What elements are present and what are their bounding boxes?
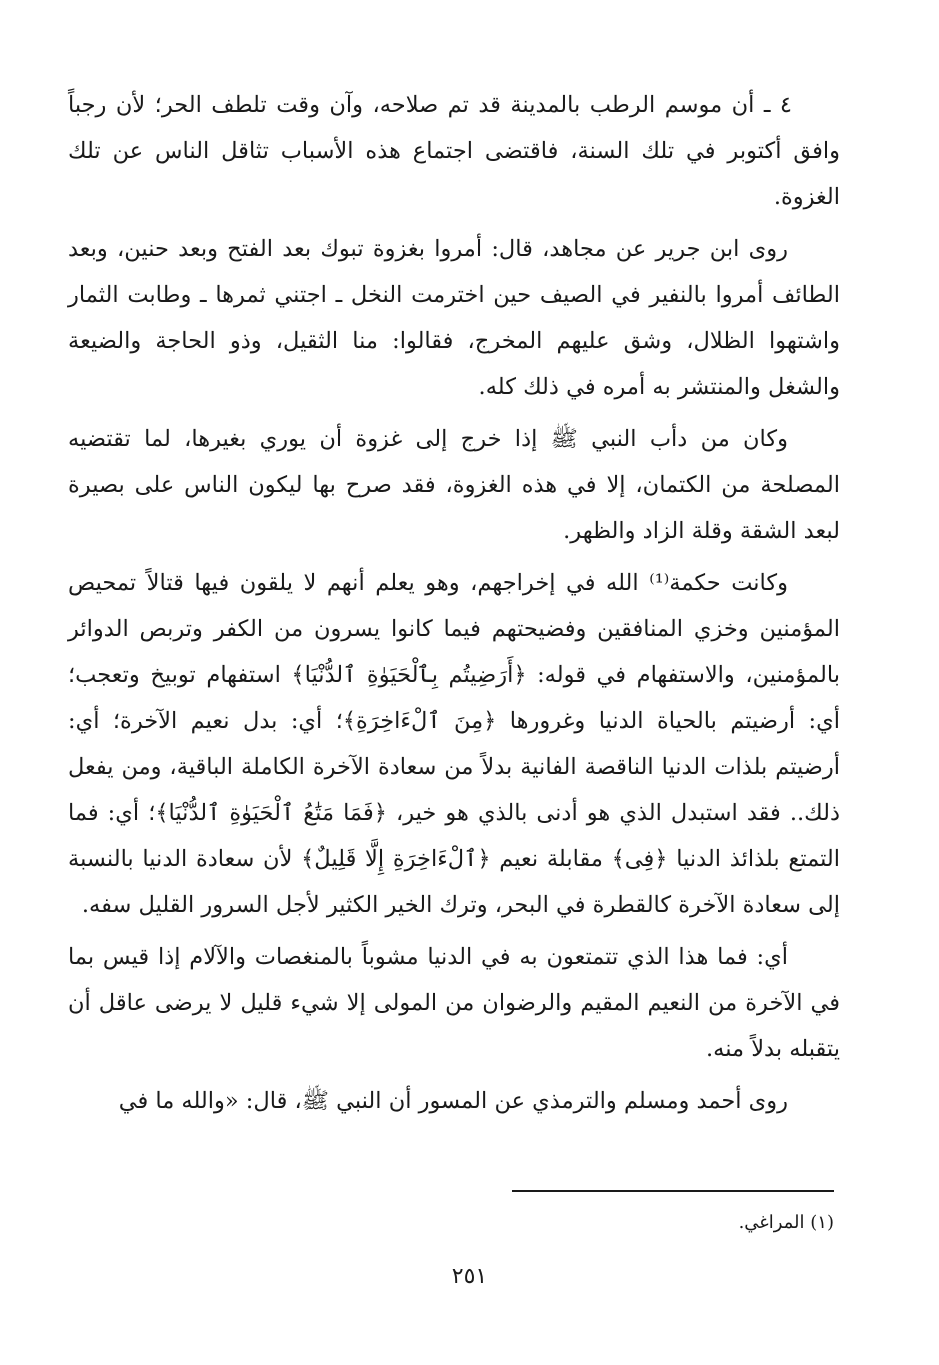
page-body [68,82,840,1114]
paragraph-6: روى أحمد ومسلم والترمذي عن المسور أن النبي ﷺ، قال: «والله ما في [118,1088,788,1114]
footnote-divider [512,1190,834,1192]
paragraph-4: وكانت حكمة⁽¹⁾ الله في إخراجهم، وهو يعلم أنهم لا يلقون فيها قتالاً تمحيص المؤمنين وخزي المنافقين وفضيحتهم فيما كانوا يسرون من الكفر وتربص الدوائر بالمؤمنين، والاستفهام في قوله: ﴿أَرَضِيتُم بِٱلْحَيَوٰةِ ٱلدُّنْيَا﴾ استفهام توبيخ وتعجب؛ أي: أرضيتم بالحياة الدنيا وغرورها ﴿مِنَ ٱلْءَاخِرَةِ﴾؛ أي: بدل نعيم الآخرة؛ أي: أرضيتم بلذات الدنيا الناقصة الفانية بدلاً من سعادة الآخرة الكاملة الباقية، ومن يفعل ذلك.. فقد استبدل الذي هو أدنى بالذي هو خير، ﴿فَمَا مَتَٰعُ ٱلْحَيَوٰةِ ٱلدُّنْيَا﴾؛ أي: فما التمتع بلذائذ الدنيا ﴿فِى﴾ مقابلة نعيم ﴿ٱلْءَاخِرَةِ إِلَّا قَلِيلٌ﴾ لأن سعادة الدنيا بالنسبة إلى سعادة الآخرة كالقطرة في البحر، وترك الخير الكثير لأجل السرور القليل سفه. [68,570,840,918]
paragraph-3: وكان من دأب النبي ﷺ إذا خرج إلى غزوة أن يوري بغيرها، لما تقتضيه المصلحة من الكتمان، إلا في هذه الغزوة، فقد صرح بها ليكون الناس على بصيرة لبعد الشقة وقلة الزاد والظهر. [68,426,840,544]
paragraph-2: روى ابن جرير عن مجاهد، قال: أمروا بغزوة تبوك بعد الفتح وبعد حنين، وبعد الطائف أمروا بالنفير في الصيف حين اخترمت النخل ـ اجتني ثمرها ـ وطابت الثمار واشتهوا الظلال، وشق عليهم المخرج، فقالوا: منا الثقيل، وذو الحاجة والضيعة والشغل والمنتشر به أمره في ذلك كله. [68,236,840,400]
paragraph-1: ٤ ـ أن موسم الرطب بالمدينة قد تم صلاحه، وآن وقت تلطف الحر؛ لأن رجباً وافق أكتوبر في تلك السنة، فاقتضى اجتماع هذه الأسباب تثاقل الناس عن تلك الغزوة. [68,92,840,210]
paragraph-5: أي: فما هذا الذي تتمتعون به في الدنيا مشوباً بالمنغصات والآلام إذا قيس بما في الآخرة من النعيم المقيم والرضوان من المولى إلا شيء قليل لا يرضى عاقل أن يتقبله بدلاً منه. [68,944,840,1062]
footnote: (١) المراغي. [738,1212,834,1233]
page-number: ٢٥١ [451,1264,488,1289]
